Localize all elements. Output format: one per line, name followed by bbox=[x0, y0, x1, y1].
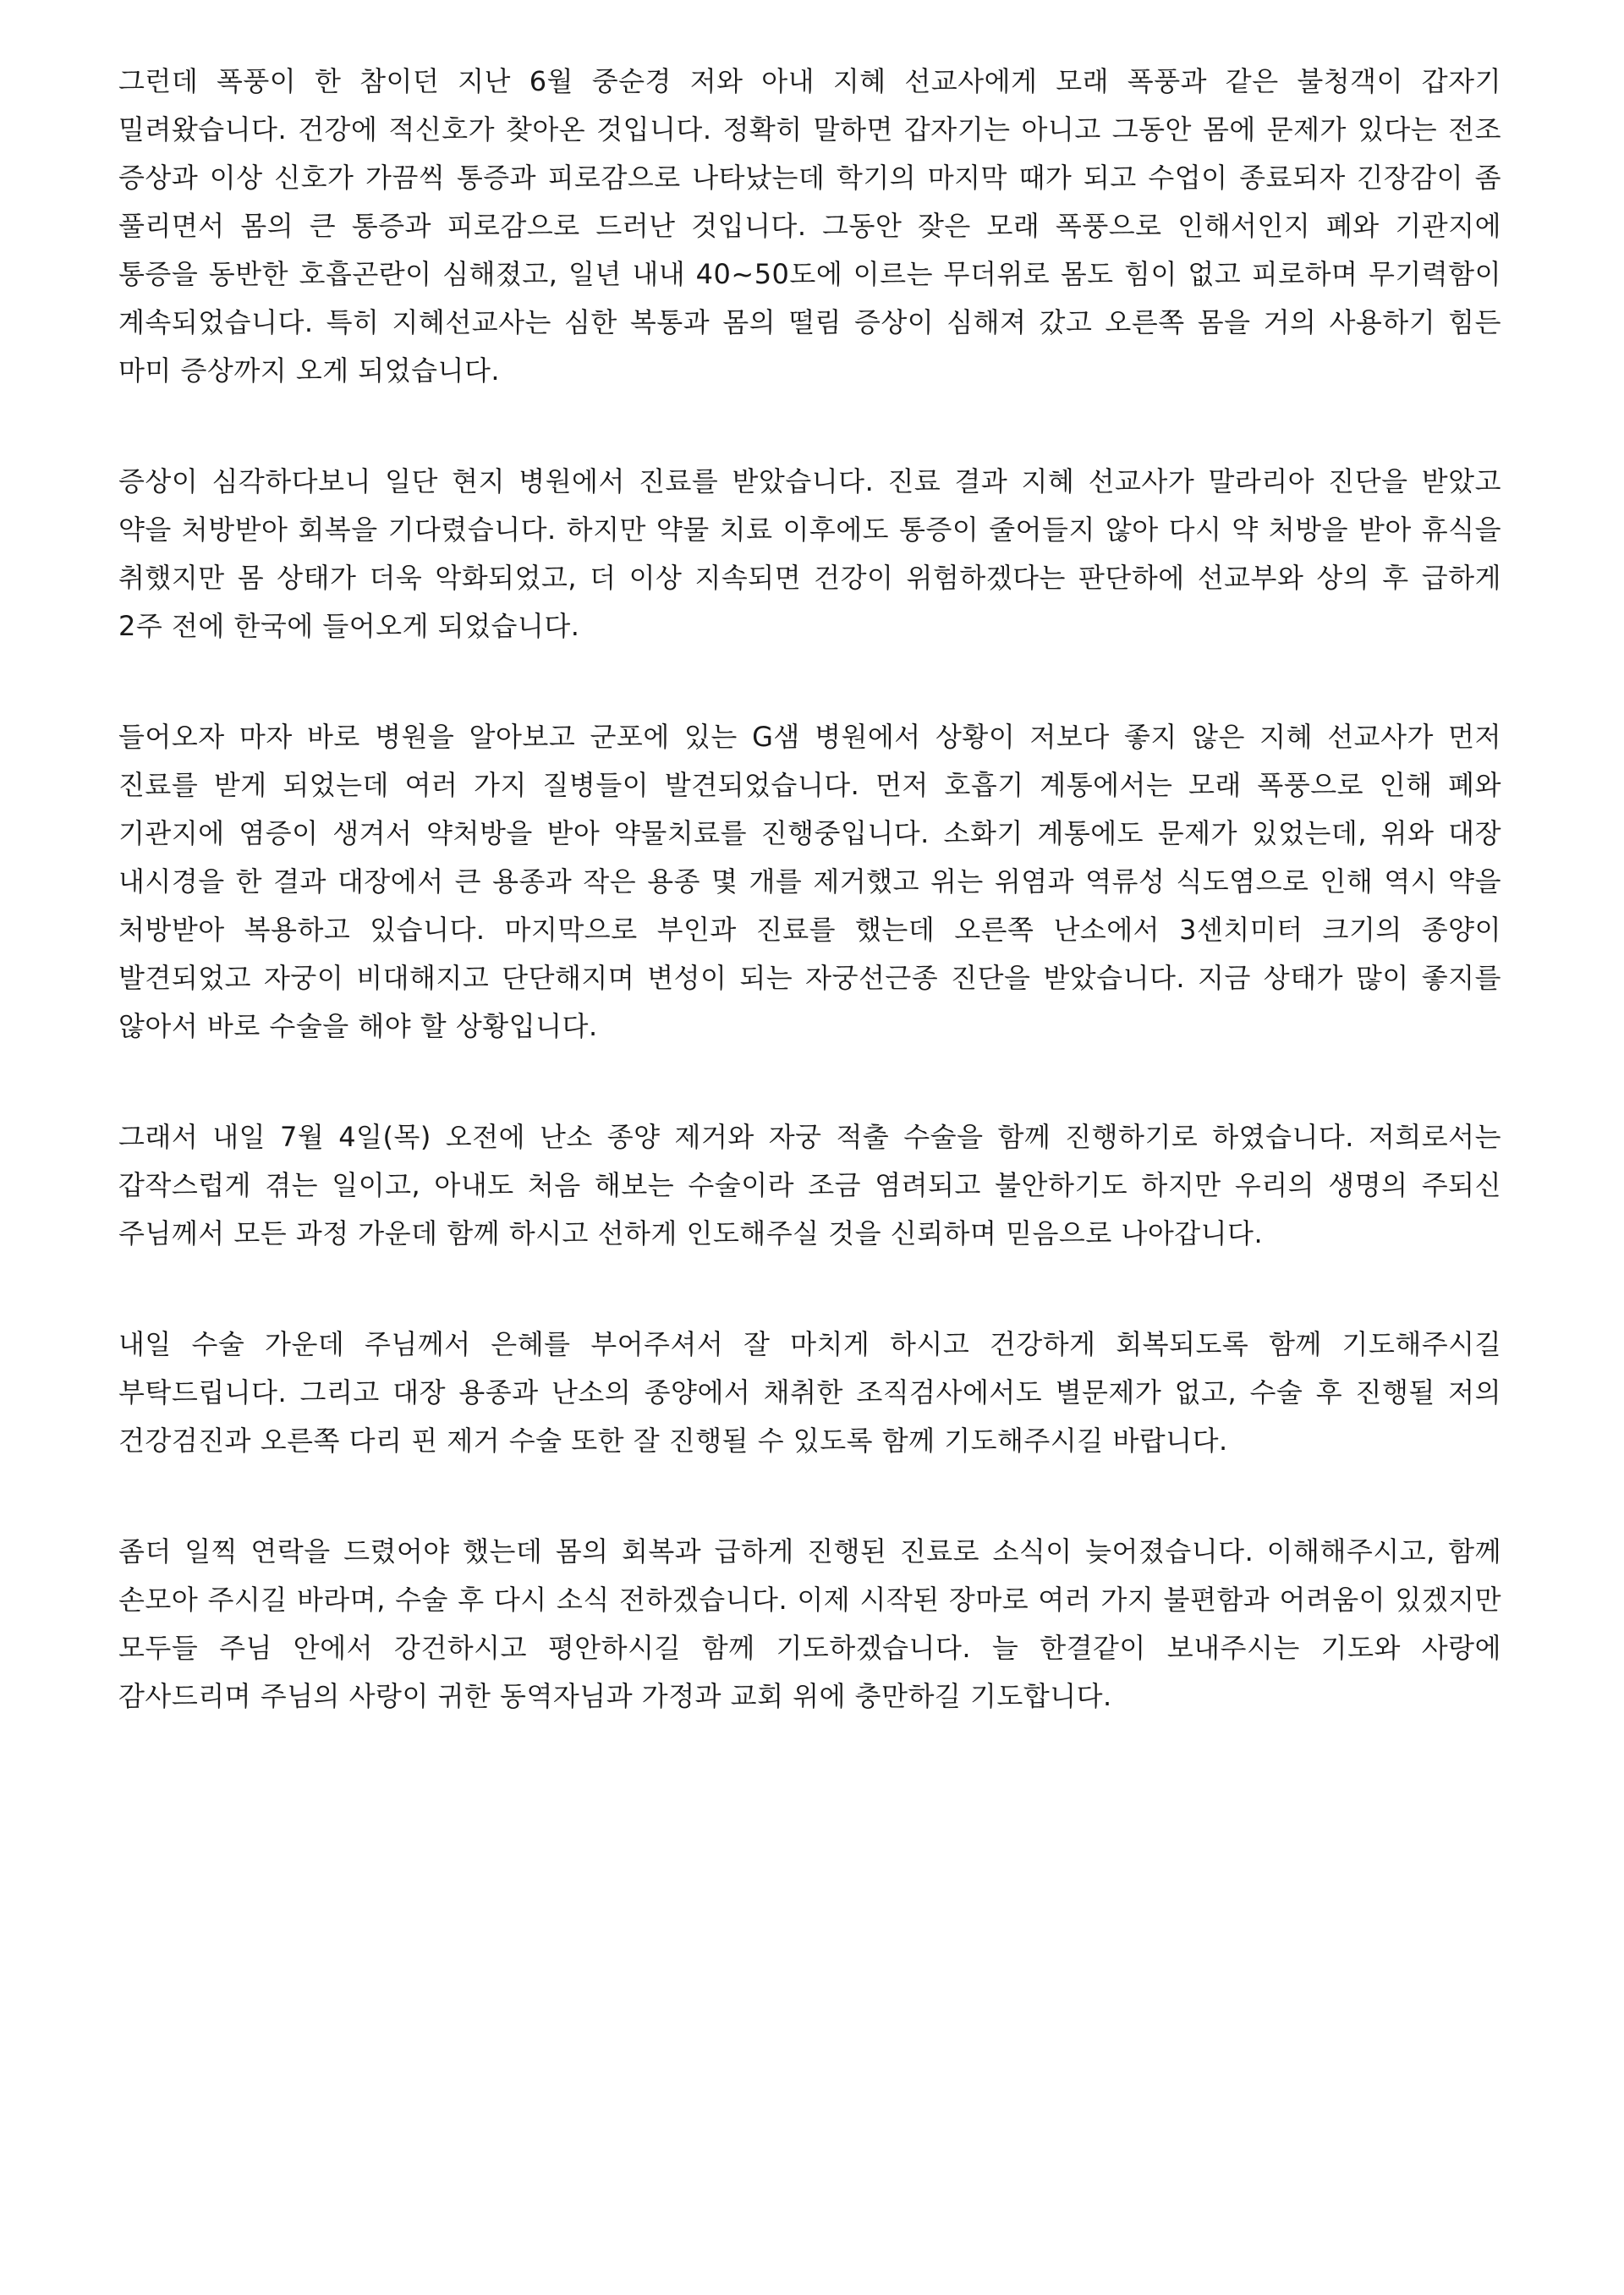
letter-body bbox=[118, 58, 1501, 1783]
paragraph-surgery-plan: 그래서 내일 7월 4일(목) 오전에 난소 종양 제거와 자궁 적출 수술을 함께 진행하기로 하였습니다. 저희로서는 갑작스럽게 겪는 일이고, 아내도 처음 해보는 수술이라 조금 염려되고 불안하기도 하지만 우리의 생명의 주되신 주님께서 모든 과정 가운데 함께 하시고 선하게 인도해주실 것을 신뢰하며 믿음으로 나아갑니다. bbox=[118, 1121, 1501, 1249]
paragraph-local-treatment: 증상이 심각하다보니 일단 현지 병원에서 진료를 받았습니다. 진료 결과 지혜 선교사가 말라리아 진단을 받았고 약을 처방받아 회복을 기다렸습니다. 하지만 약물 치료 이후에도 통증이 줄어들지 않아 다시 약 처방을 받아 휴식을 취했지만 몸 상태가 더욱 악화되었고, 더 이상 지속되면 건강이 위험하겠다는 판단하에 선교부와 상의 후 급하게 2주 전에 한국에 들어오게 되었습니다. bbox=[118, 465, 1501, 642]
paragraph-prayer-request: 내일 수술 가운데 주님께서 은혜를 부어주셔서 잘 마치게 하시고 건강하게 회복되도록 함께 기도해주시길 부탁드립니다. 그리고 대장 용종과 난소의 종양에서 채취한 조직검사에서도 별문제가 없고, 수술 후 진행될 저의 건강검진과 오른쪽 다리 핀 제거 수술 또한 잘 진행될 수 있도록 함께 기도해주시길 바랍니다. bbox=[118, 1328, 1501, 1457]
paragraph-health-warning: 그런데 폭풍이 한 참이던 지난 6월 중순경 저와 아내 지혜 선교사에게 모래 폭풍과 같은 불청객이 갑자기 밀려왔습니다. 건강에 적신호가 찾아온 것입니다. 정확히 말하면 갑자기는 아니고 그동안 몸에 문제가 있다는 전조 증상과 이상 신호가 가끔씩 통증과 피로감으로 나타났는데 학기의 마지막 때가 되고 수업이 종료되자 긴장감이 좀 풀리면서 몸의 큰 통증과 피로감으로 드러난 것입니다. 그동안 잦은 모래 폭풍으로 인해서인지 폐와 기관지에 통증을 동반한 호흡곤란이 심해졌고, 일년 내내 40~50도에 이르는 무더위로 몸도 힘이 없고 피로하며 무기력함이 계속되었습니다. 특히 지혜선교사는 심한 복통과 몸의 떨림 증상이 심해져 갔고 오른쪽 몸을 거의 사용하기 힘든 마미 증상까지 오게 되었습니다. bbox=[118, 65, 1501, 387]
paragraph-closing: 좀더 일찍 연락을 드렸어야 했는데 몸의 회복과 급하게 진행된 진료로 소식이 늦어졌습니다. 이해해주시고, 함께 손모아 주시길 바라며, 수술 후 다시 소식 전하겠습니다. 이제 시작된 장마로 여러 가지 불편함과 어려움이 있겠지만 모두들 주님 안에서 강건하시고 평안하시길 함께 기도하겠습니다. 늘 한결같이 보내주시는 기도와 사랑에 감사드리며 주님의 사랑이 귀한 동역자님과 가정과 교회 위에 충만하길 기도합니다. bbox=[118, 1535, 1501, 1712]
paragraph-diagnosis: 들어오자 마자 바로 병원을 알아보고 군포에 있는 G샘 병원에서 상황이 저보다 좋지 않은 지혜 선교사가 먼저 진료를 받게 되었는데 여러 가지 질병들이 발견되었습니다. 먼저 호흡기 계통에서는 모래 폭풍으로 인해 폐와 기관지에 염증이 생겨서 약처방을 받아 약물치료를 진행중입니다. 소화기 계통에도 문제가 있었는데, 위와 대장 내시경을 한 결과 대장에서 큰 용종과 작은 용종 몇 개를 제거했고 위는 위염과 역류성 식도염으로 인해 역시 약을 처방받아 복용하고 있습니다. 마지막으로 부인과 진료를 했는데 오른쪽 난소에서 3센치미터 크기의 종양이 발견되었고 자궁이 비대해지고 단단해지며 변성이 되는 자궁선근종 진단을 받았습니다. 지금 상태가 많이 좋지를 않아서 바로 수술을 해야 할 상황입니다. bbox=[118, 721, 1502, 1042]
